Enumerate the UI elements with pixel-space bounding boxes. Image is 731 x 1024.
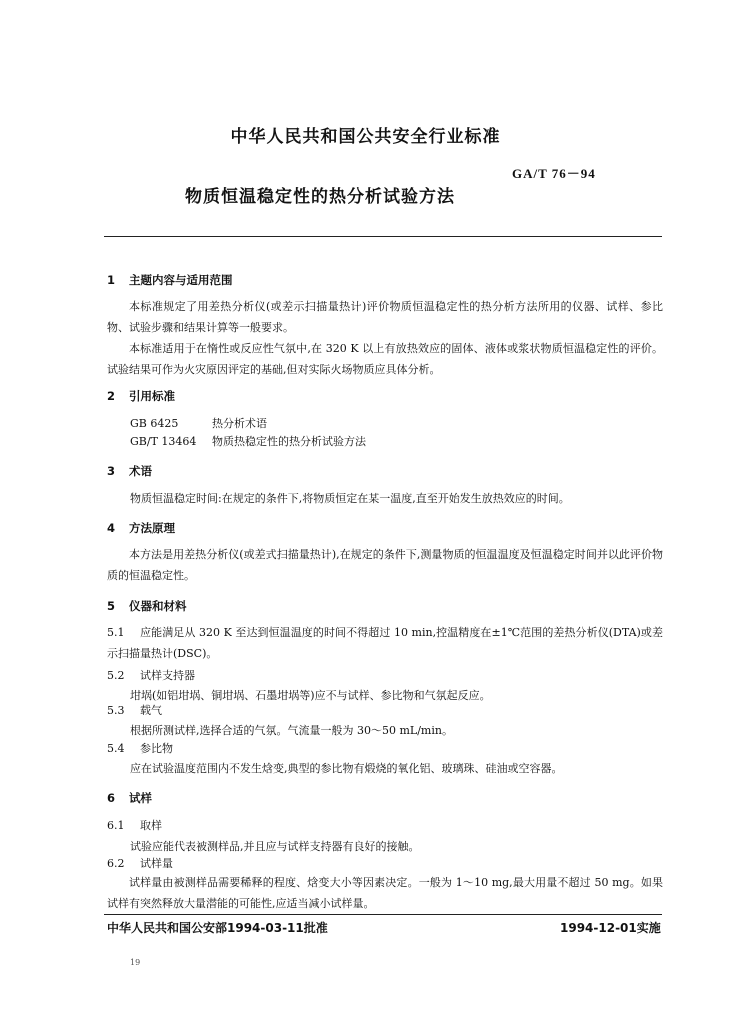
section-3-heading <box>107 463 152 479</box>
clause-text: 应能满足从 320 K 至达到恒温温度的时间不得超过 10 min,控温精度在±1℃范围的差热分析仪(DTA)或差示扫描量热计(DSC)。 <box>107 626 663 660</box>
section-1-heading <box>107 272 233 288</box>
clause-title: 载气 <box>140 704 162 717</box>
term-definition: 物质恒温稳定时间:在规定的条件下,将物质恒定在某一温度,直至开始发生放热效应的时间。 <box>130 492 570 505</box>
section-1-body <box>107 296 663 380</box>
section-title: 方法原理 <box>129 521 175 535</box>
paragraph: 本方法是用差热分析仪(或差式扫描量热计),在规定的条件下,测量物质的恒温温度及恒温稳定时间并以此评价物质的恒温稳定性。 <box>107 548 663 582</box>
paragraph: 试样量由被测样品需要稀释的程度、焓变大小等因素决定。一般为 1～10 mg,最大用量不超过 50 mg。如果试样有突然释放大量潜能的可能性,应适当减小试样量。 <box>107 876 663 910</box>
section-title: 术语 <box>129 464 152 478</box>
reference-name: 物质热稳定性的热分析试验方法 <box>212 435 366 448</box>
clause-6-2-heading <box>107 855 173 871</box>
reference-name: 热分析术语 <box>212 417 267 430</box>
header-rule <box>104 236 662 237</box>
issuing-authority: 中华人民共和国公共安全行业标准 <box>230 127 501 147</box>
clause-title: 试样支持器 <box>140 669 195 682</box>
reference-item <box>130 415 267 431</box>
clause-number: 6.2 <box>107 857 125 870</box>
effective-date: 1994-12-01实施 <box>560 921 661 935</box>
section-4-heading <box>107 520 175 536</box>
clause-number: 5.3 <box>107 704 125 717</box>
clause-5-4-text: 应在试验温度范围内不发生焓变,典型的参比物有煅烧的氧化铝、玻璃珠、硅油或空容器。 <box>130 762 563 775</box>
section-title: 仪器和材料 <box>129 599 187 613</box>
standard-number: GA/T 76－94 <box>512 166 596 181</box>
clause-5-2-heading <box>107 667 195 683</box>
section-4-body <box>107 544 663 586</box>
clause-number: 5.4 <box>107 742 125 755</box>
clause-number: 6.1 <box>107 819 125 832</box>
document-title: 物质恒温稳定性的热分析试验方法 <box>185 187 455 207</box>
section-number: 6 <box>107 791 116 805</box>
clause-5-3-text: 根据所测试样,选择合适的气氛。气流量一般为 30～50 mL/min。 <box>130 724 453 737</box>
section-6-heading <box>107 790 152 806</box>
clause-title: 试样量 <box>140 857 173 870</box>
clause-title: 参比物 <box>140 742 173 755</box>
section-number: 1 <box>107 273 116 287</box>
clause-5-3-heading <box>107 702 162 718</box>
section-title: 主题内容与适用范围 <box>129 273 233 287</box>
page-number: 19 <box>130 958 141 967</box>
clause-6-1-heading <box>107 817 162 833</box>
clause-6-1-text: 试验应能代表被测样品,并且应与试样支持器有良好的接触。 <box>130 840 420 853</box>
footer-rule <box>104 914 662 915</box>
paragraph: 本标准适用于在惰性或反应性气氛中,在 320 K 以上有放热效应的固体、液体或浆状物质恒温稳定性的评价。试验结果可作为火灾原因评定的基础,但对实际火场物质应具体分析。 <box>107 342 663 376</box>
section-number: 3 <box>107 464 116 478</box>
clause-number: 5.1 <box>107 626 125 639</box>
section-number: 4 <box>107 521 116 535</box>
clause-number: 5.2 <box>107 669 125 682</box>
clause-6-2-body <box>107 872 663 914</box>
paragraph: 本标准规定了用差热分析仪(或差示扫描量热计)评价物质恒温稳定性的热分析方法所用的仪器、试样、参比物、试验步骤和结果计算等一般要求。 <box>107 300 663 334</box>
clause-5-4-heading <box>107 740 173 756</box>
section-number: 5 <box>107 599 116 613</box>
clause-5-2-text: 坩埚(如铝坩埚、铜坩埚、石墨坩埚等)应不与试样、参比物和气氛起反应。 <box>130 689 491 702</box>
approval-date: 中华人民共和国公安部1994-03-11批准 <box>107 921 328 935</box>
section-5-heading <box>107 598 187 614</box>
clause-5-1 <box>107 622 663 664</box>
section-2-heading <box>107 388 175 404</box>
section-number: 2 <box>107 389 116 403</box>
section-title: 引用标准 <box>129 389 175 403</box>
section-title: 试样 <box>129 791 152 805</box>
reference-code: GB/T 13464 <box>130 435 197 448</box>
reference-item <box>130 433 366 449</box>
reference-code: GB 6425 <box>130 417 179 430</box>
clause-title: 取样 <box>140 819 162 832</box>
